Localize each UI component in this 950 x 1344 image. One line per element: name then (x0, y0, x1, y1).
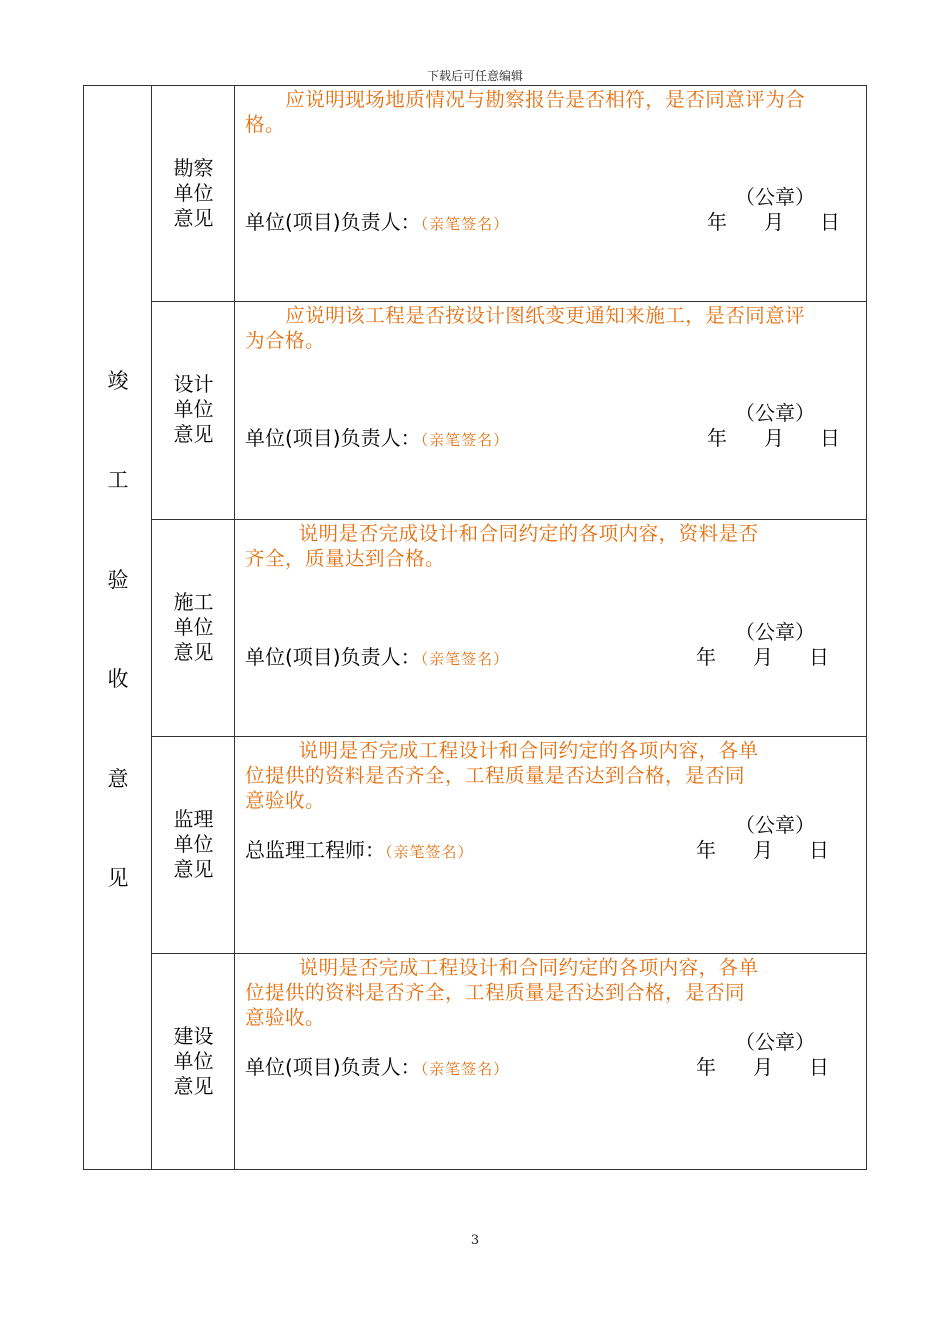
signature-hint: （亲笔签名） (420, 1060, 510, 1078)
survey-unit-row (152, 86, 867, 302)
signer-label: 单位(项目)负责人： (245, 1055, 421, 1079)
date-day: 日 (820, 426, 840, 450)
unit-label-line: 单位 (173, 832, 214, 856)
date-year: 年 (696, 838, 716, 862)
unit-label-line: 施工 (173, 590, 214, 614)
date-day: 日 (809, 1055, 829, 1079)
official-seal-label: （公章） (735, 1030, 815, 1054)
unit-label-line: 意见 (173, 857, 214, 881)
signature-hint: （亲笔签名） (385, 843, 474, 861)
official-seal-label: （公章） (735, 813, 815, 837)
owner-opinion-cell[interactable] (235, 954, 867, 1170)
unit-label-line: 单位 (173, 1049, 214, 1073)
official-seal-label: （公章） (735, 620, 815, 644)
signer-label: 总监理工程师： (245, 838, 385, 862)
date-year: 年 (707, 210, 727, 234)
unit-label-line: 勘察 (173, 156, 214, 180)
signer-line (245, 210, 509, 236)
unit-label-line: 监理 (173, 807, 214, 831)
instruction-text: 为合格。 (245, 329, 326, 352)
survey-unit-label (152, 86, 235, 301)
date-year: 年 (696, 1055, 716, 1079)
date-month: 月 (764, 426, 784, 450)
date-month: 月 (753, 1055, 773, 1079)
acceptance-opinion-table (83, 85, 867, 1170)
date-year: 年 (696, 645, 716, 669)
main-label-char: 收 (107, 667, 129, 691)
main-label-char: 竣 (107, 369, 129, 393)
signer-line (245, 645, 509, 671)
design-unit-label (152, 302, 235, 519)
completion-acceptance-opinion-label (84, 86, 152, 1169)
official-seal-label: （公章） (735, 401, 815, 425)
date-month: 月 (753, 645, 773, 669)
supervision-opinion-cell[interactable] (235, 737, 867, 953)
unit-label-line: 建设 (173, 1024, 214, 1048)
signer-label: 单位(项目)负责人： (245, 645, 421, 669)
instruction-text: 说明是否完成工程设计和合同约定的各项内容，各单 (245, 739, 759, 762)
signer-line (245, 838, 474, 864)
signer-label: 单位(项目)负责人： (245, 210, 421, 234)
date-year: 年 (707, 426, 727, 450)
header-note: 下载后可任意编辑 (426, 69, 523, 83)
instruction-text: 说明是否完成设计和合同约定的各项内容，资料是否 (245, 522, 759, 545)
date-month: 月 (764, 210, 784, 234)
unit-label-line: 意见 (173, 206, 214, 230)
date-day: 日 (820, 210, 840, 234)
signer-line (245, 1055, 509, 1081)
main-label-char: 见 (107, 866, 129, 890)
date-day: 日 (809, 838, 829, 862)
instruction-text: 意验收。 (245, 789, 326, 812)
design-opinion-cell[interactable] (235, 302, 867, 519)
signer-label: 单位(项目)负责人： (245, 426, 421, 450)
signer-line (245, 426, 509, 452)
signature-hint: （亲笔签名） (420, 215, 510, 233)
signature-hint: （亲笔签名） (420, 431, 510, 449)
construction-unit-label (152, 520, 235, 736)
instruction-text: 格。 (245, 113, 286, 136)
instruction-text: 齐全，质量达到合格。 (245, 547, 446, 570)
instruction-text: 位提供的资料是否齐全，工程质量是否达到合格，是否同 (245, 764, 746, 787)
unit-label-line: 意见 (173, 1074, 214, 1098)
main-label-char: 工 (107, 468, 129, 492)
instruction-text: 意验收。 (245, 1006, 326, 1029)
instruction-text: 说明是否完成工程设计和合同约定的各项内容，各单 (245, 956, 759, 979)
supervision-unit-label (152, 737, 235, 953)
owner-unit-label (152, 954, 235, 1170)
unit-label-line: 意见 (173, 640, 214, 664)
unit-label-line: 设计 (173, 372, 214, 396)
instruction-text: 应说明该工程是否按设计图纸变更通知来施工，是否同意评 (245, 304, 806, 327)
page-number: 3 (470, 1233, 480, 1248)
construction-opinion-cell[interactable] (235, 520, 867, 736)
signature-hint: （亲笔签名） (420, 650, 510, 668)
owner-unit-row (152, 954, 867, 1170)
unit-label-line: 单位 (173, 181, 214, 205)
instruction-text: 应说明现场地质情况与勘察报告是否相符，是否同意评为合 (245, 88, 806, 111)
official-seal-label: （公章） (735, 185, 815, 209)
unit-label-line: 单位 (173, 615, 214, 639)
date-day: 日 (809, 645, 829, 669)
main-label-char: 意 (107, 767, 129, 791)
design-unit-row (152, 302, 867, 520)
date-month: 月 (753, 838, 773, 862)
construction-unit-row (152, 520, 867, 737)
unit-label-line: 意见 (173, 422, 214, 446)
main-label-char: 验 (107, 568, 129, 592)
survey-opinion-cell[interactable] (235, 86, 867, 301)
supervision-unit-row (152, 737, 867, 954)
unit-label-line: 单位 (173, 397, 214, 421)
instruction-text: 位提供的资料是否齐全，工程质量是否达到合格，是否同 (245, 981, 746, 1004)
